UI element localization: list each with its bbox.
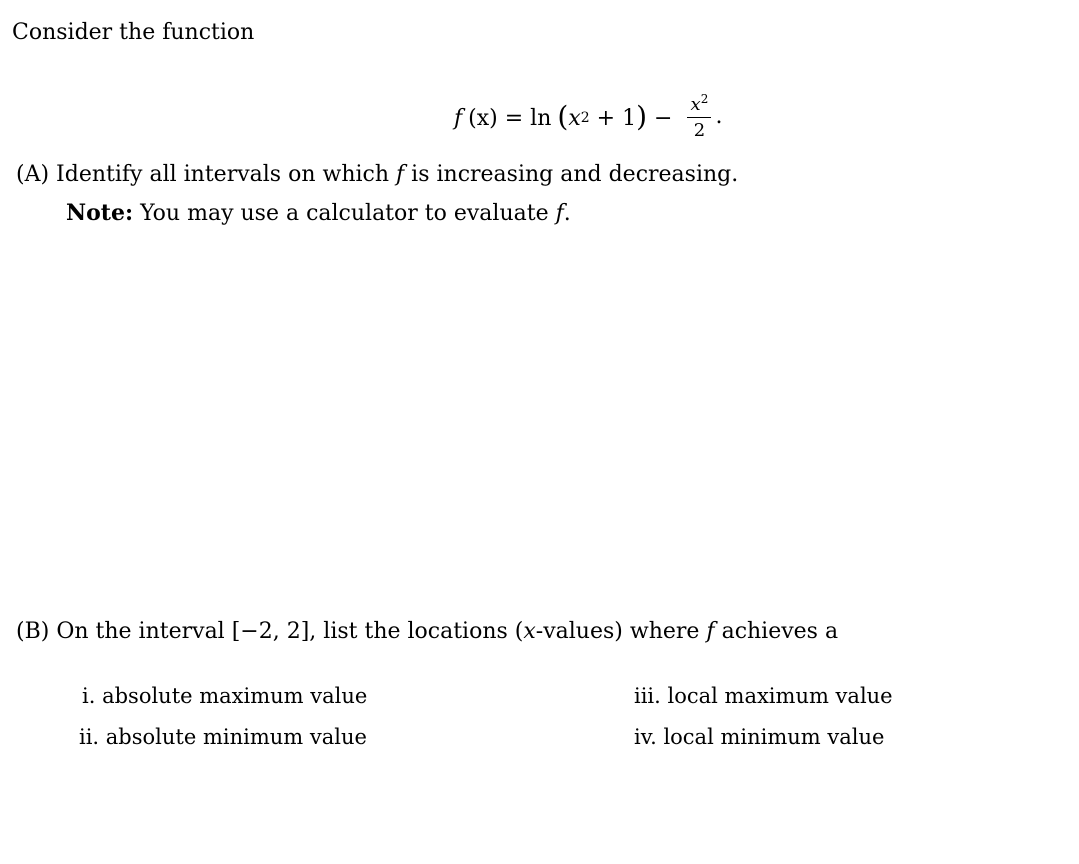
eq-period: . [715,103,723,129]
part-b-label: (B) [16,619,50,644]
intro-text: Consider the function [12,20,255,45]
function-equation: f (x) = ln ( x 2 + 1 ) − $\frac{x^2}{2}$ . [454,92,723,141]
list-item [634,684,893,708]
eq-arg-var: x [568,105,581,131]
eq-open-paren: ( [557,100,569,133]
part-a-var: f [396,162,405,187]
list-item-number: iv. [634,725,657,749]
part-a-text-before: Identify all intervals on which [49,162,397,187]
eq-frac-num-var: x [690,94,701,115]
list-item-text: local maximum value [660,684,893,708]
eq-lhs-arg-text: (x) [468,105,498,131]
list-item-number: iii. [634,684,661,708]
eq-lhs-arg [468,106,498,131]
part-b-text-before: On the interval [−2, 2], list the locations ( [49,619,524,644]
list-item-text: absolute maximum value [95,684,368,708]
part-a-label: (A) [16,162,50,187]
eq-close-paren: ) [636,100,648,133]
eq-fraction [687,92,711,141]
part-b-var-f: f [706,619,715,644]
part-a-question [16,162,738,187]
eq-ln: ln [530,105,552,131]
note-text: You may use a calculator to evaluate [133,201,556,226]
list-item-number: i. [82,684,96,708]
list-item-text: local minimum value [656,725,885,749]
part-a-text-after: is increasing and decreasing. [404,162,739,187]
list-item-number: ii. [79,725,100,749]
list-item-text: absolute minimum value [99,725,367,749]
part-b-text-after: achieves a [714,619,839,644]
part-b-var-x: x [523,619,536,644]
eq-frac-numerator [689,92,711,117]
eq-equals: = [497,105,531,131]
note-end: . [563,201,571,226]
note-label: Note: [66,200,134,226]
eq-frac-denominator: 2 [693,120,706,141]
note-var: f [555,201,564,226]
eq-f: f [454,105,463,131]
list-item [634,725,884,749]
part-a-note [66,200,571,226]
list-item [82,684,367,708]
part-b-text-mid: -values) where [535,619,707,644]
eq-arg-rest: + 1 [589,105,637,131]
part-b-question [16,619,838,644]
list-item [79,725,367,749]
eq-frac-num-exp: 2 [700,92,709,106]
eq-minus: − [647,105,680,131]
